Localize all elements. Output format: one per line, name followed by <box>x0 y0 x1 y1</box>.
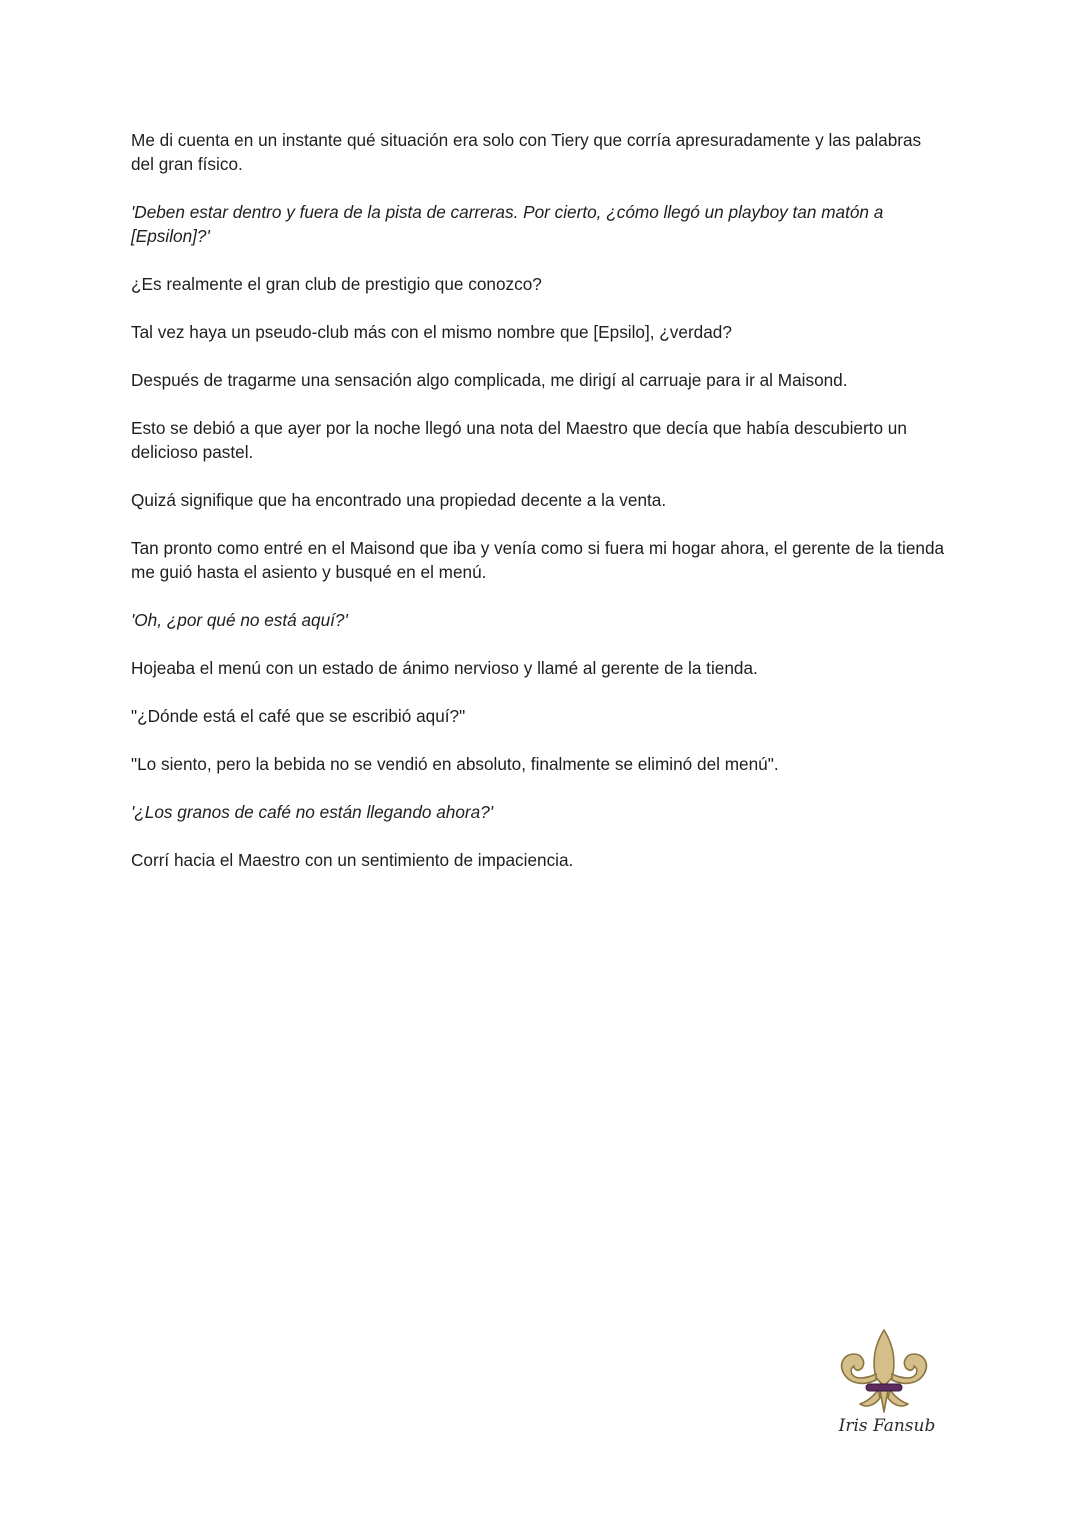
paragraph: Corrí hacia el Maestro con un sentimiento de impaciencia. <box>131 850 574 870</box>
watermark-text: Iris Fansub <box>838 1416 936 1436</box>
paragraph: Esto se debió a que ayer por la noche llegó una nota del Maestro que decía que había descubierto un delicioso pastel. <box>131 418 907 462</box>
paragraph: ¿Es realmente el gran club de prestigio que conozco? <box>131 274 542 294</box>
paragraph: Tal vez haya un pseudo-club más con el mismo nombre que [Epsilo], ¿verdad? <box>131 322 732 342</box>
paragraph: Hojeaba el menú con un estado de ánimo nervioso y llamé al gerente de la tienda. <box>131 658 758 678</box>
fleur-de-lis-icon <box>836 1328 932 1414</box>
paragraph: Después de tragarme una sensación algo complicada, me dirigí al carruaje para ir al Maisond. <box>131 370 848 390</box>
paragraph: "Lo siento, pero la bebida no se vendió en absoluto, finalmente se eliminó del menú". <box>131 754 779 774</box>
watermark-logo <box>832 1328 942 1444</box>
paragraph: Tan pronto como entré en el Maisond que iba y venía como si fuera mi hogar ahora, el gerente de la tienda me guió hasta el asiento y busqué en el menú. <box>131 538 945 582</box>
paragraph: Me di cuenta en un instante qué situación era solo con Tiery que corría apresuradamente y las palabras del gran físico. <box>131 130 922 174</box>
paragraph-italic: 'Oh, ¿por qué no está aquí?' <box>131 610 348 630</box>
paragraph-italic: '¿Los granos de café no están llegando ahora?' <box>131 802 494 822</box>
paragraph: Quizá signifique que ha encontrado una propiedad decente a la venta. <box>131 490 667 510</box>
paragraph-italic: 'Deben estar dentro y fuera de la pista de carreras. Por cierto, ¿cómo llegó un playboy tan matón a [Epsilon]?' <box>131 202 884 246</box>
document-body <box>131 128 946 896</box>
paragraph: "¿Dónde está el café que se escribió aquí?" <box>131 706 466 726</box>
